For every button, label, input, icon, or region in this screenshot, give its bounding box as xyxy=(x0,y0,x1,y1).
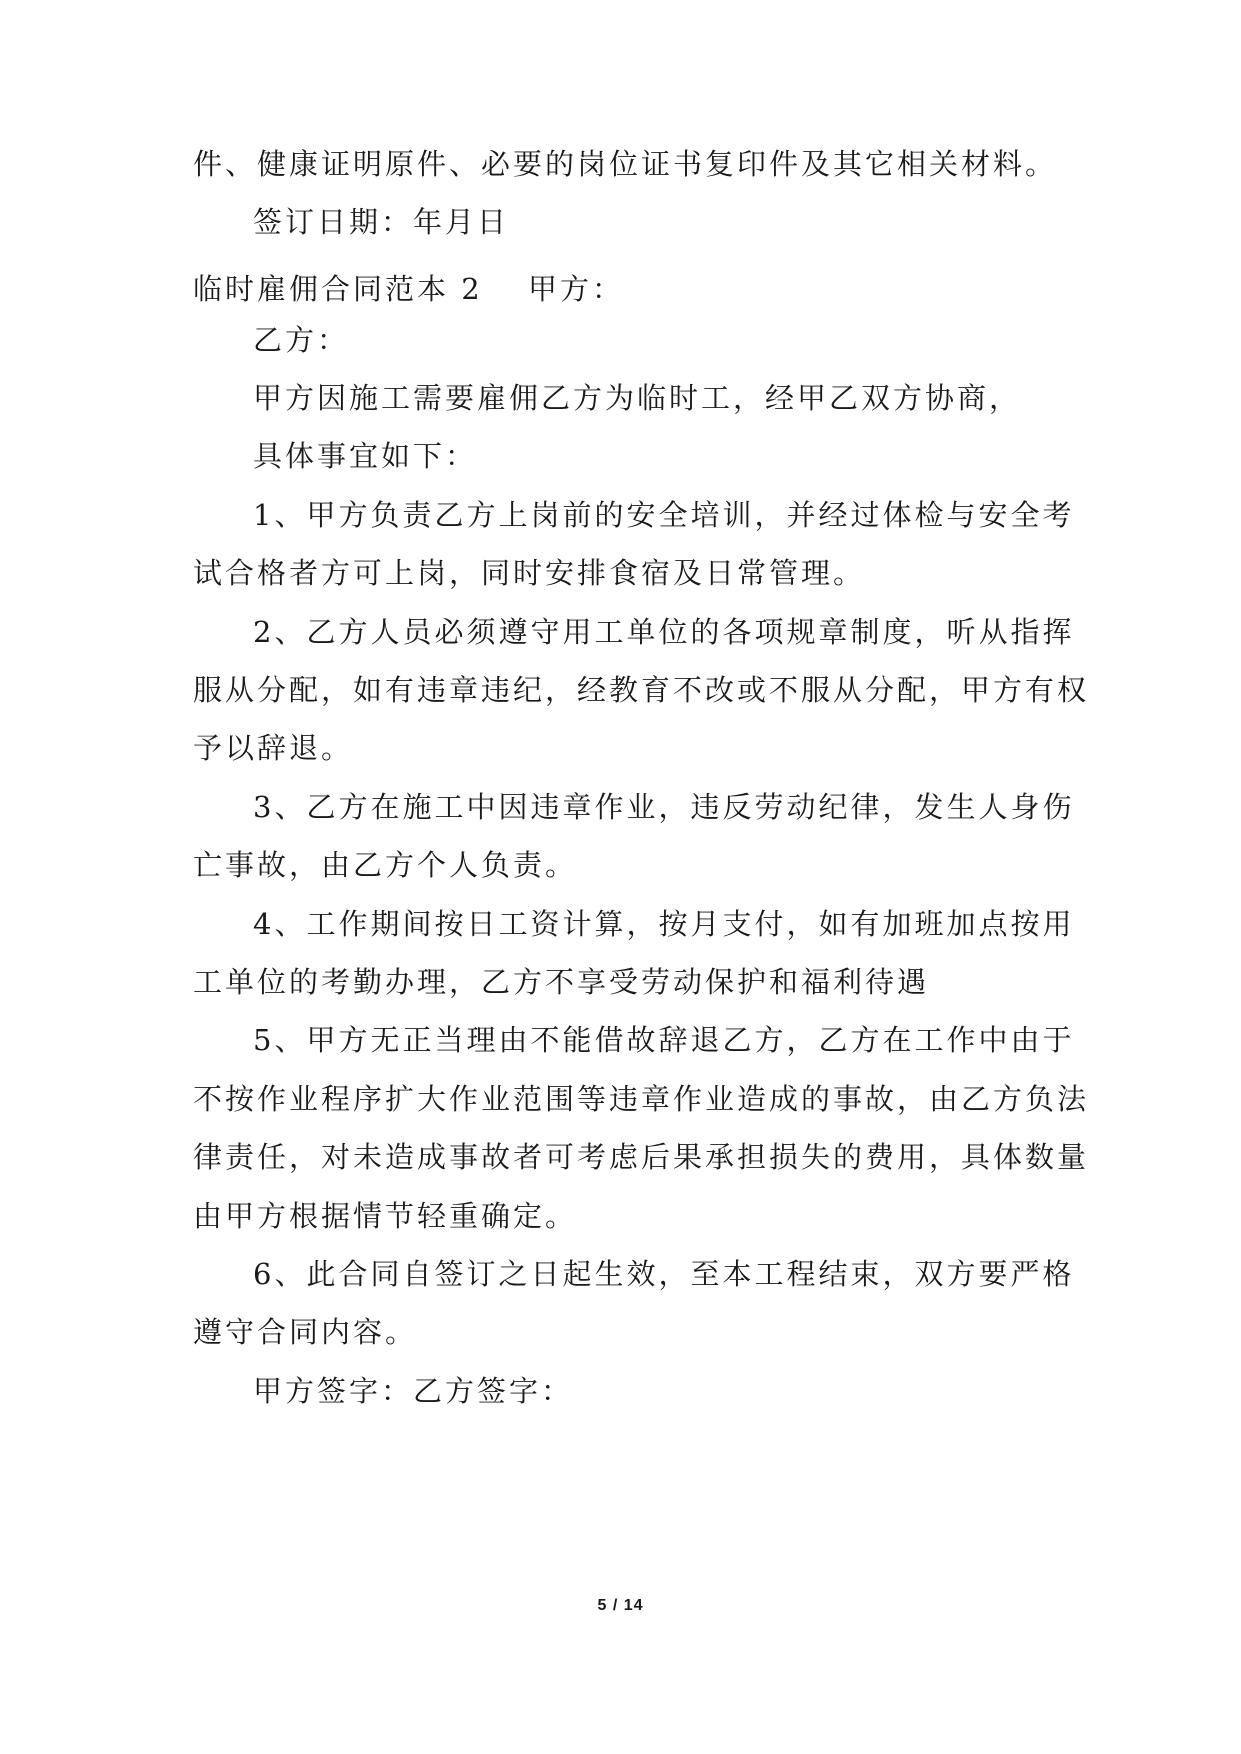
clause-4-line: 4、工作期间按日工资计算，按月支付，如有加班加点按用 xyxy=(253,907,1075,941)
signing-date: 签订日期：年月日 xyxy=(253,205,510,239)
page-number: 5 / 14 xyxy=(597,1597,644,1614)
party-b-label: 乙方： xyxy=(253,323,350,357)
paragraph-line: 件、健康证明原件、必要的岗位证书复印件及其它相关材料。 xyxy=(193,147,1058,181)
clause-5-line: 5、甲方无正当理由不能借故辞退乙方，乙方在工作中由于 xyxy=(253,1023,1075,1057)
clause-6-line: 6、此合同自签订之日起生效，至本工程结束，双方要严格 xyxy=(253,1257,1075,1291)
paragraph-line: 甲方因施工需要雇佣乙方为临时工，经甲乙双方协商， xyxy=(253,381,1022,415)
clause-4-line: 工单位的考勤办理，乙方不享受劳动保护和福利待遇 xyxy=(193,965,930,999)
contract-title xyxy=(193,267,625,308)
clause-5-line: 不按作业程序扩大作业范围等违章作业造成的事故，由乙方负法 xyxy=(193,1082,1090,1116)
clause-3-line: 亡事故，由乙方个人负责。 xyxy=(193,848,578,882)
clause-2-line: 予以辞退。 xyxy=(193,731,354,765)
clause-5-line: 由甲方根据情节轻重确定。 xyxy=(193,1199,578,1233)
clause-2-line: 2、乙方人员必须遵守用工单位的各项规章制度，听从指挥 xyxy=(253,615,1075,649)
party-a-label: 甲方： xyxy=(528,272,625,306)
clause-6-line: 遵守合同内容。 xyxy=(193,1315,418,1349)
contract-heading: 临时雇佣合同范本 2 xyxy=(193,272,483,306)
paragraph-line: 具体事宜如下： xyxy=(253,439,478,473)
signature-line: 甲方签字：乙方签字： xyxy=(253,1374,574,1408)
clause-5-line: 律责任，对未造成事故者可考虑后果承担损失的费用，具体数量 xyxy=(193,1140,1090,1174)
clause-2-line: 服从分配，如有违章违纪，经教育不改或不服从分配，甲方有权 xyxy=(193,673,1090,707)
clause-1-line: 试合格者方可上岗，同时安排食宿及日常管理。 xyxy=(193,556,866,590)
clause-1-line: 1、甲方负责乙方上岗前的安全培训，并经过体检与安全考 xyxy=(253,498,1075,532)
clause-3-line: 3、乙方在施工中因违章作业，违反劳动纪律，发生人身伤 xyxy=(253,790,1075,824)
